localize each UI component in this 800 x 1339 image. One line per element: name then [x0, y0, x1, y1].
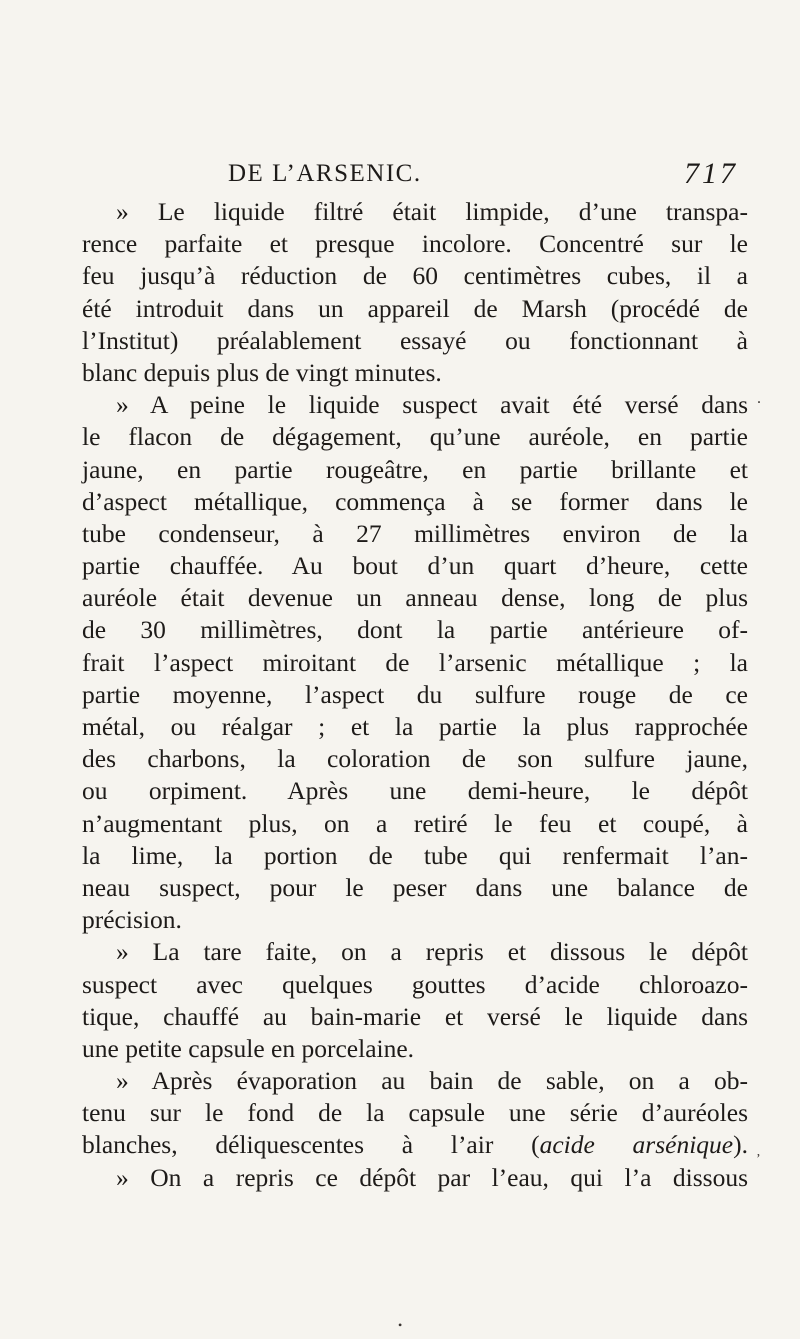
- text-line: métal, ou réalgar ; et la partie la plus rapprochée: [82, 712, 748, 741]
- text-line: jaune, en partie rougeâtre, en partie brillante et: [82, 454, 748, 484]
- text-line: auréole était devenue un anneau dense, long de plus: [82, 583, 748, 613]
- text-line: » On a repris ce dépôt par l’eau, qui l’a dissous: [116, 1162, 748, 1192]
- text-line: » La tare faite, on a repris et dissous le dépôt: [116, 937, 748, 967]
- stray-mark: •: [398, 1318, 403, 1332]
- text-line: de 30 millimètres, dont la partie antérieure of-: [82, 615, 748, 645]
- text-line: rence parfaite et presque incolore. Concentré sur le: [82, 229, 748, 259]
- text-line: blanc depuis plus de vingt minutes.: [82, 357, 442, 387]
- text-line: l’Institut) préalablement essayé ou fonctionnant à: [82, 325, 748, 355]
- text-line: » Le liquide filtré était limpide, d’une transpa-: [116, 197, 748, 226]
- text-line: été introduit dans un appareil de Marsh (procédé de: [82, 293, 748, 323]
- text-span: blanches, déliquescentes à l’air (: [82, 1130, 540, 1160]
- text-line: une petite capsule en porcelaine.: [82, 1033, 415, 1063]
- text-line: tique, chauffé au bain-marie et versé le liquide dans: [82, 1001, 748, 1031]
- text-line: n’augmentant plus, on a retiré le feu et coupé, à: [82, 808, 748, 838]
- text-line: frait l’aspect miroitant de l’arsenic métallique ; la: [82, 647, 748, 677]
- text-line: d’aspect métallique, commença à se former dans le: [82, 486, 748, 516]
- text-line: feu jusqu’à réduction de 60 centimètres cubes, il a: [82, 261, 748, 291]
- text-line: le flacon de dégagement, qu’une auréole, en partie: [82, 422, 748, 452]
- text-line: tenu sur le fond de la capsule une série d’auréoles: [82, 1098, 748, 1128]
- page-header: [228, 157, 738, 190]
- text-line-with-italic: [82, 1129, 748, 1161]
- italic-term: acide arsénique: [539, 1130, 734, 1160]
- text-line: ou orpiment. Après une demi-heure, le dépôt: [82, 776, 748, 806]
- text-line: précision.: [82, 905, 182, 935]
- stray-mark: ’: [756, 1152, 761, 1167]
- text-line: » Après évaporation au bain de sable, on a ob-: [116, 1066, 748, 1096]
- text-line: partie chauffée. Au bout d’un quart d’heure, cette: [82, 551, 748, 581]
- text-line: partie moyenne, l’aspect du sulfure rouge de ce: [82, 679, 748, 709]
- running-title: DE L’ARSENIC.: [228, 160, 422, 187]
- text-line: la lime, la portion de tube qui renfermait l’an-: [82, 840, 748, 870]
- page-number: 717: [684, 157, 738, 190]
- text-line: tube condenseur, à 27 millimètres environ de la: [82, 518, 748, 548]
- text-line: » A peine le liquide suspect avait été versé dans: [116, 390, 748, 420]
- body-text: [82, 196, 748, 1194]
- text-line: suspect avec quelques gouttes d’acide chloroazo-: [82, 969, 748, 999]
- stray-mark: .: [757, 390, 761, 407]
- text-line: des charbons, la coloration de son sulfure jaune,: [82, 744, 748, 774]
- text-span: ).: [733, 1130, 748, 1160]
- text-line: neau suspect, pour le peser dans une balance de: [82, 872, 748, 902]
